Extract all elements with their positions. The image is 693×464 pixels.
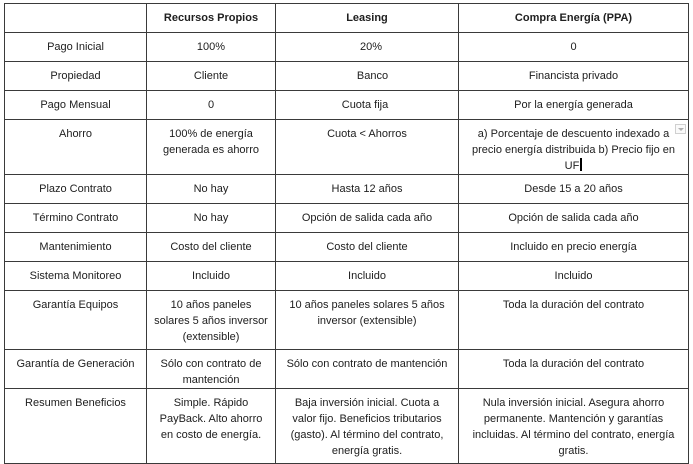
row-label[interactable]: Sistema Monitoreo	[5, 262, 147, 291]
cell-recursos-propios[interactable]: Costo del cliente	[147, 233, 276, 262]
table-row	[5, 91, 689, 120]
cell-recursos-propios[interactable]: No hay	[147, 175, 276, 204]
dropdown-arrow-icon[interactable]	[675, 124, 686, 134]
cell-ppa[interactable]: Por la energía generada	[459, 91, 689, 120]
table-row	[5, 120, 689, 175]
header-recursos-propios[interactable]: Recursos Propios	[147, 4, 276, 33]
header-empty[interactable]	[5, 4, 147, 33]
cell-ppa[interactable]: Opción de salida cada año	[459, 204, 689, 233]
cell-leasing[interactable]: Sólo con contrato de mantención	[276, 350, 459, 389]
row-label[interactable]: Plazo Contrato	[5, 175, 147, 204]
cell-recursos-propios[interactable]: Sólo con contrato de mantención	[147, 350, 276, 389]
row-label[interactable]: Ahorro	[5, 120, 147, 175]
cell-ppa[interactable]	[459, 120, 689, 175]
cell-recursos-propios[interactable]: Cliente	[147, 62, 276, 91]
cell-recursos-propios[interactable]: 10 años paneles solares 5 años inversor (extensible)	[147, 291, 276, 350]
table-row	[5, 262, 689, 291]
row-label[interactable]: Pago Mensual	[5, 91, 147, 120]
table-row	[5, 389, 689, 464]
cell-leasing[interactable]: Opción de salida cada año	[276, 204, 459, 233]
header-leasing[interactable]: Leasing	[276, 4, 459, 33]
header-row	[5, 4, 689, 33]
header-ppa[interactable]: Compra Energía (PPA)	[459, 4, 689, 33]
cell-leasing[interactable]: Costo del cliente	[276, 233, 459, 262]
cell-recursos-propios[interactable]: 100% de energía generada es ahorro	[147, 120, 276, 175]
cell-leasing[interactable]: Hasta 12 años	[276, 175, 459, 204]
cell-leasing[interactable]: 20%	[276, 33, 459, 62]
cell-leasing[interactable]: Baja inversión inicial. Cuota a valor fijo. Beneficios tributarios (gasto). Al término del contrato, energía gratis.	[276, 389, 459, 464]
cell-ppa[interactable]: Incluido	[459, 262, 689, 291]
row-label[interactable]: Propiedad	[5, 62, 147, 91]
cell-ppa[interactable]: Incluido en precio energía	[459, 233, 689, 262]
row-label[interactable]: Garantía Equipos	[5, 291, 147, 350]
cell-recursos-propios[interactable]: Incluido	[147, 262, 276, 291]
table-row	[5, 233, 689, 262]
cell-leasing[interactable]: 10 años paneles solares 5 años inversor (extensible)	[276, 291, 459, 350]
cell-leasing[interactable]: Cuota fija	[276, 91, 459, 120]
cell-leasing[interactable]: Banco	[276, 62, 459, 91]
cell-recursos-propios[interactable]: 100%	[147, 33, 276, 62]
row-label[interactable]: Garantía de Generación	[5, 350, 147, 389]
cell-leasing[interactable]: Incluido	[276, 262, 459, 291]
cell-recursos-propios[interactable]: 0	[147, 91, 276, 120]
cell-ppa[interactable]: Toda la duración del contrato	[459, 350, 689, 389]
table-row	[5, 175, 689, 204]
row-label[interactable]: Mantenimiento	[5, 233, 147, 262]
row-label[interactable]: Resumen Beneficios	[5, 389, 147, 464]
cell-ppa[interactable]: Desde 15 a 20 años	[459, 175, 689, 204]
table-row	[5, 62, 689, 91]
cell-ppa[interactable]: 0	[459, 33, 689, 62]
table-row	[5, 291, 689, 350]
text-cursor	[580, 158, 582, 171]
cell-ppa[interactable]: Toda la duración del contrato	[459, 291, 689, 350]
row-label[interactable]: Pago Inicial	[5, 33, 147, 62]
cell-ppa[interactable]: Financista privado	[459, 62, 689, 91]
cell-recursos-propios[interactable]: No hay	[147, 204, 276, 233]
table-row	[5, 204, 689, 233]
cell-leasing[interactable]: Cuota < Ahorros	[276, 120, 459, 175]
table-row	[5, 33, 689, 62]
table-row	[5, 350, 689, 389]
cell-recursos-propios[interactable]: Simple. Rápido PayBack. Alto ahorro en costo de energía.	[147, 389, 276, 464]
cell-ppa-text: a) Porcentaje de descuento indexado a precio energía distribuida b) Precio fijo en UF	[471, 128, 675, 172]
cell-ppa[interactable]: Nula inversión inicial. Asegura ahorro permanente. Mantención y garantías incluidas. Al término del contrato, energía gratis.	[459, 389, 689, 464]
comparison-table	[4, 3, 689, 464]
row-label[interactable]: Término Contrato	[5, 204, 147, 233]
